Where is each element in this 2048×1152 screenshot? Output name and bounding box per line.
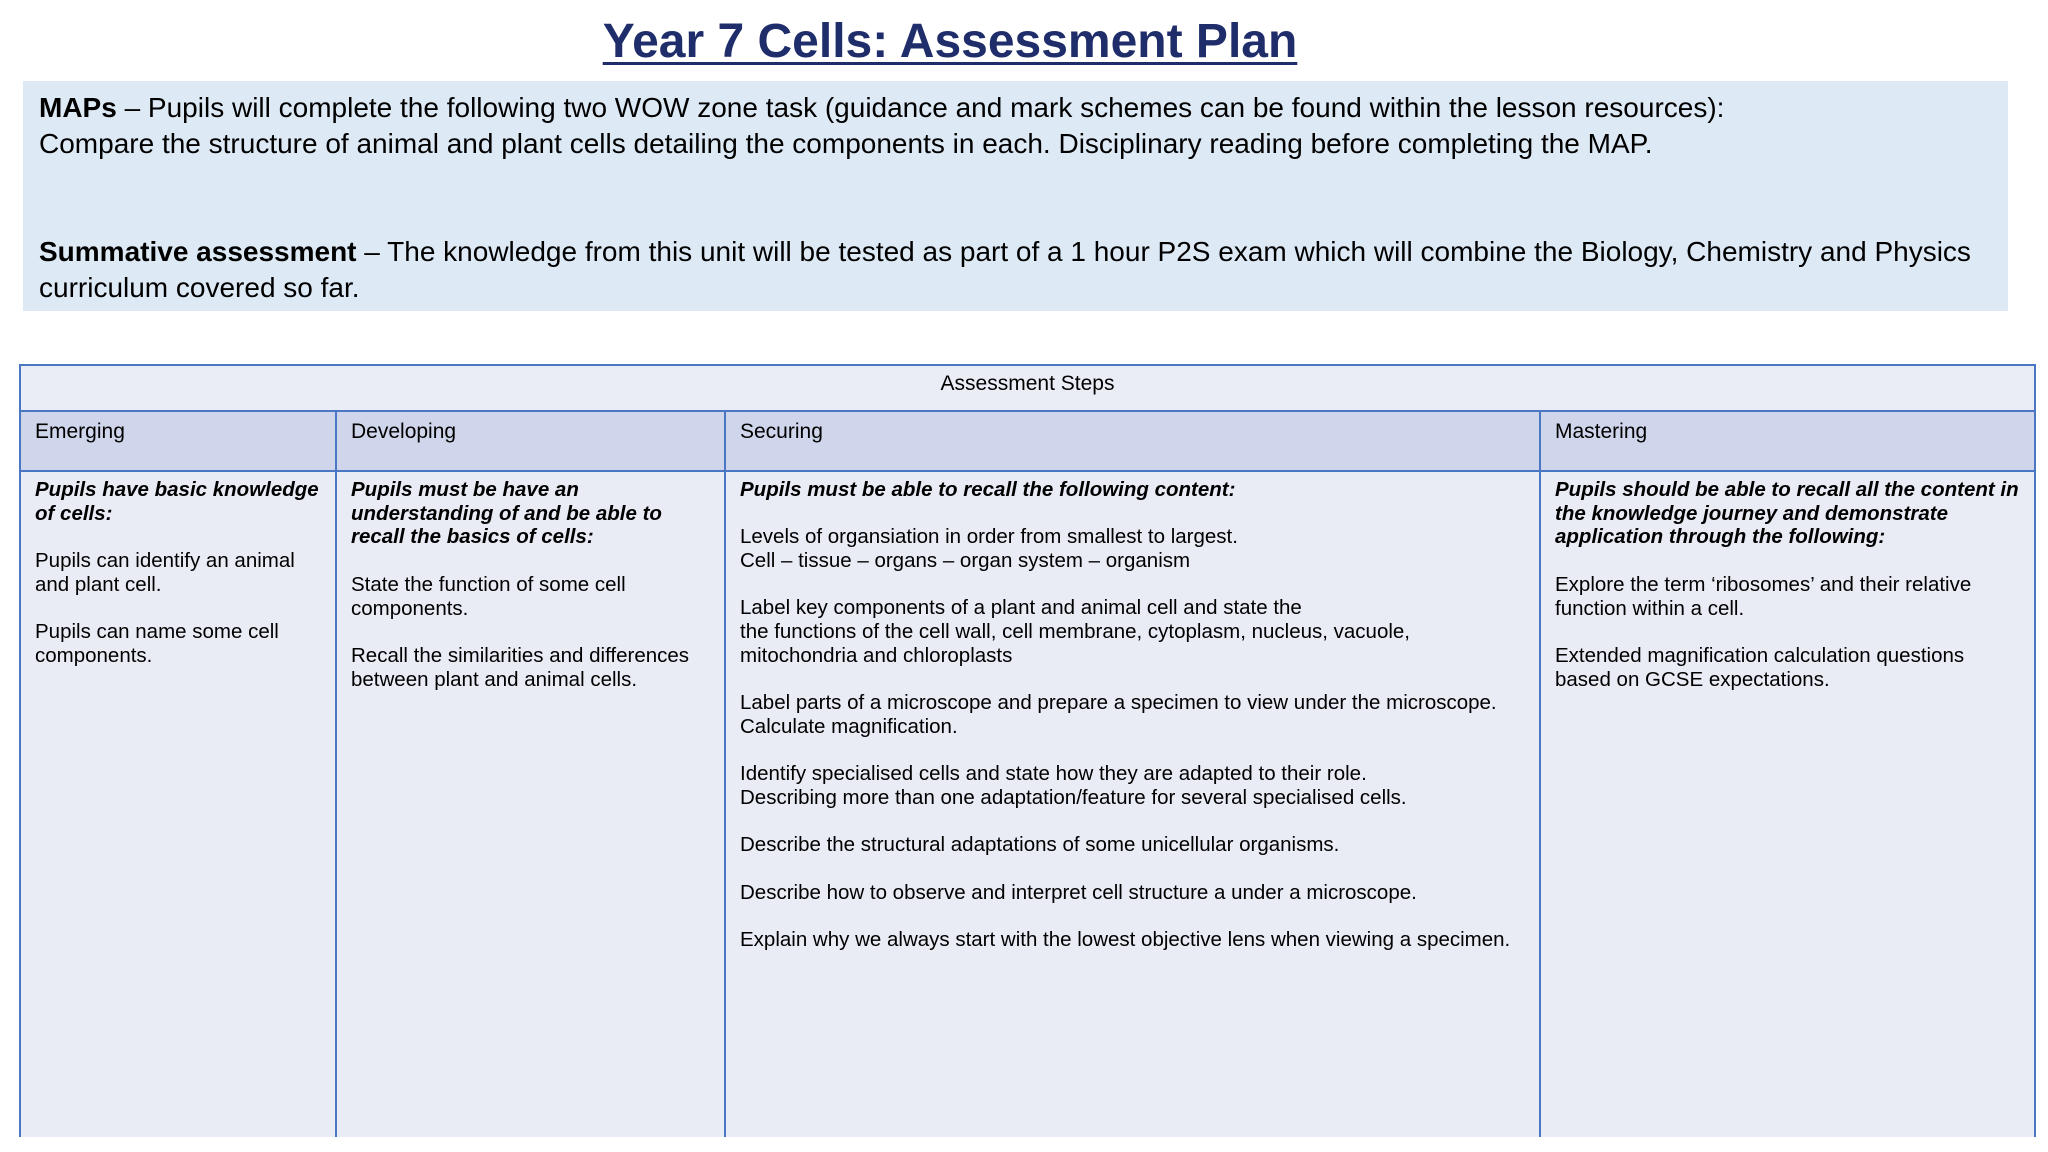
securing-lead: Pupils must be able to recall the following content: (740, 478, 1236, 501)
securing-line: Describe how to observe and interpret cell structure a under a microscope. (740, 880, 1417, 904)
securing-line: Label key components of a plant and animal cell and state the (740, 596, 1302, 620)
emerging-lead: Pupils have basic knowledge of cells: (35, 478, 319, 525)
securing-line: Describing more than one adaptation/feature for several specialised cells. (740, 786, 1407, 810)
summative-label: Summative assessment (39, 236, 357, 267)
securing-line: Levels of organsiation in order from smallest to largest. (740, 525, 1238, 549)
developing-lead: Pupils must be have an understanding of and be able to recall the basics of cells: (351, 478, 662, 549)
emerging-line: Pupils can identify an animal and plant cell. (35, 549, 295, 596)
securing-line: Cell – tissue – organs – organ system – organism (740, 549, 1191, 573)
securing-line: Explain why we always start with the lowest objective lens when viewing a specimen. (740, 928, 1511, 952)
developing-cell (337, 472, 726, 1137)
emerging-line: Pupils can name some cell components. (35, 620, 279, 667)
summative-text: – The knowledge from this unit will be tested as part of a 1 hour P2S exam which will combine the Biology, Chemistry and Physics curriculum covered so far. (39, 236, 1971, 303)
column-header-developing: Developing (337, 412, 726, 470)
summative-paragraph (39, 234, 1992, 306)
column-header-mastering: Mastering (1555, 420, 1648, 443)
securing-line: Identify specialised cells and state how they are adapted to their role. (740, 762, 1367, 786)
content-row (21, 472, 2034, 1137)
column-header-securing: Securing (726, 412, 1541, 470)
maps-paragraph (39, 90, 1992, 126)
securing-line: Label parts of a microscope and prepare a specimen to view under the microscope. Calculate magnification. (740, 691, 1497, 738)
spacer (39, 162, 1992, 234)
summary-box (23, 81, 2008, 311)
securing-cell (726, 472, 1541, 1137)
maps-text: – Pupils will complete the following two WOW zone task (guidance and mark schemes can be found within the lesson resources): (116, 92, 1725, 123)
mastering-line: Explore the term ‘ribosomes’ and their relative function within a cell. (1555, 572, 1972, 620)
maps-label: MAPs (39, 92, 117, 123)
mastering-line: Extended magnification calculation questions based on GCSE expectations. (1555, 643, 1965, 691)
developing-line: State the function of some cell components. (351, 572, 626, 620)
mastering-lead: Pupils should be able to recall all the content in the knowledge journey and demonstrate application through the following: (1555, 478, 2019, 549)
mastering-cell (1541, 472, 2034, 1137)
page-title: Year 7 Cells: Assessment Plan (602, 15, 1298, 68)
column-header-emerging: Emerging (21, 412, 337, 470)
securing-line: Describe the structural adaptations of some unicellular organisms. (740, 833, 1340, 857)
column-header-row (21, 412, 2034, 472)
assessment-steps-table (19, 364, 2036, 1137)
maps-line-2: Compare the structure of animal and plant cells detailing the components in each. Disciplinary reading before completing the MAP. (39, 128, 1653, 159)
developing-line: Recall the similarities and differences between plant and animal cells. (351, 643, 690, 691)
emerging-cell (21, 472, 337, 1137)
securing-line: the functions of the cell wall, cell membrane, cytoplasm, nucleus, vacuole, mitochondria and chloroplasts (740, 620, 1410, 667)
table-header: Assessment Steps (21, 366, 2034, 412)
